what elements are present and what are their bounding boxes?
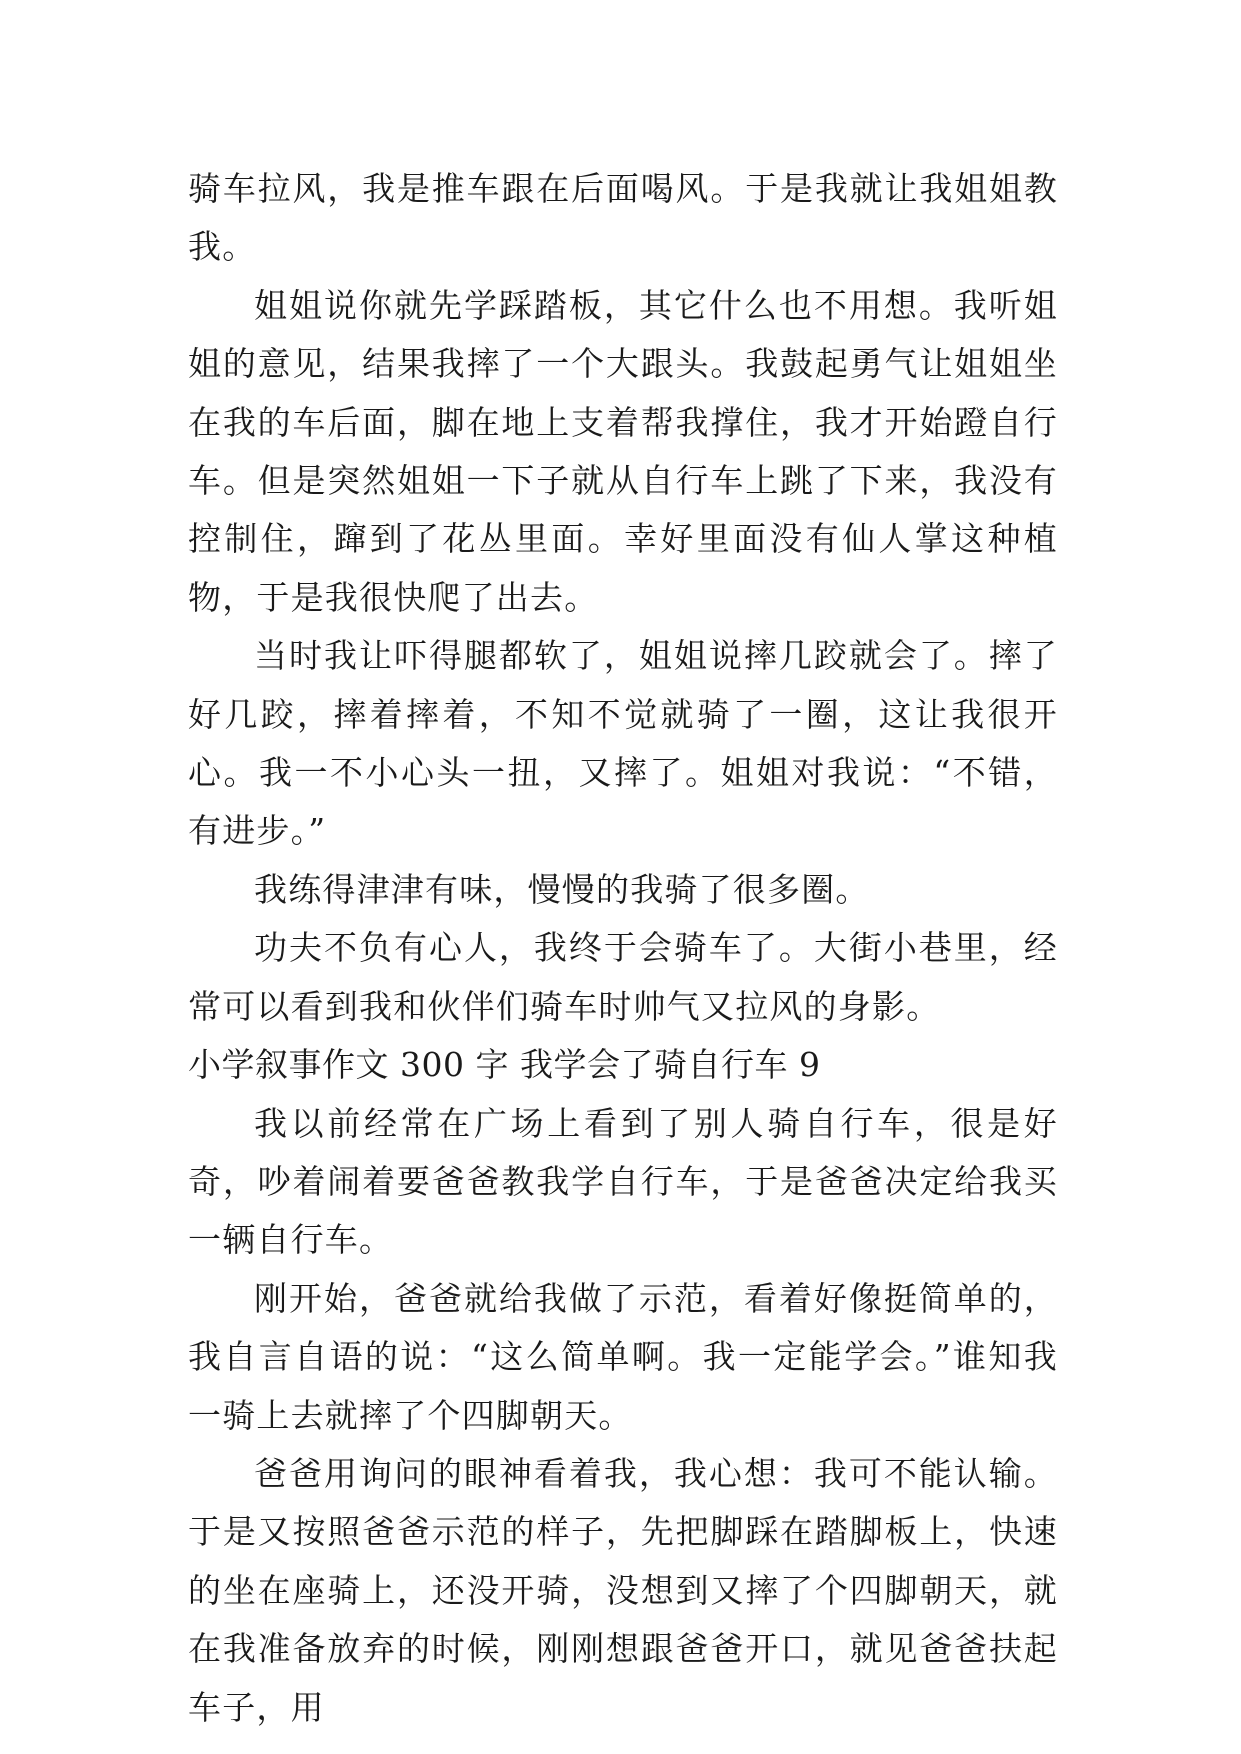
paragraph-continued: 骑车拉风，我是推车跟在后面喝风。于是我就让我姐姐教我。 [188, 169, 1058, 267]
section-heading: 小学叙事作文 300 字 我学会了骑自行车 9 [188, 1045, 821, 1085]
paragraph: 当时我让吓得腿都软了，姐姐说摔几跤就会了。摔了好几跤，摔着摔着，不知不觉就骑了一圈，这让我很开心。我一不小心头一扭，又摔了。姐姐对我说：“不错，有进步。” [188, 636, 1058, 851]
paragraph: 爸爸用询问的眼神看着我，我心想：我可不能认输。于是又按照爸爸示范的样子，先把脚踩在踏脚板上，快速的坐在座骑上，还没开骑，没想到又摔了个四脚朝天，就在我准备放弃的时候，刚刚想跟爸爸开口，就见爸爸扶起车子，用 [188, 1453, 1058, 1727]
document-body [188, 160, 1058, 1737]
paragraph: 姐姐说你就先学踩踏板，其它什么也不用想。我听姐姐的意见，结果我摔了一个大跟头。我鼓起勇气让姐姐坐在我的车后面，脚在地上支着帮我撑住，我才开始蹬自行车。但是突然姐姐一下子就从自行车上跳了下来，我没有控制住，蹿到了花丛里面。幸好里面没有仙人掌这种植物，于是我很快爬了出去。 [188, 285, 1058, 617]
paragraph: 功夫不负有心人，我终于会骑车了。大街小巷里，经常可以看到我和伙伴们骑车时帅气又拉风的身影。 [188, 928, 1058, 1026]
paragraph: 我以前经常在广场上看到了别人骑自行车，很是好奇，吵着闹着要爸爸教我学自行车，于是爸爸决定给我买一辆自行车。 [188, 1103, 1058, 1260]
paragraph: 我练得津津有味，慢慢的我骑了很多圈。 [254, 869, 870, 909]
paragraph: 刚开始，爸爸就给我做了示范，看着好像挺简单的，我自言自语的说：“这么简单啊。我一定能学会。”谁知我一骑上去就摔了个四脚朝天。 [188, 1278, 1058, 1435]
